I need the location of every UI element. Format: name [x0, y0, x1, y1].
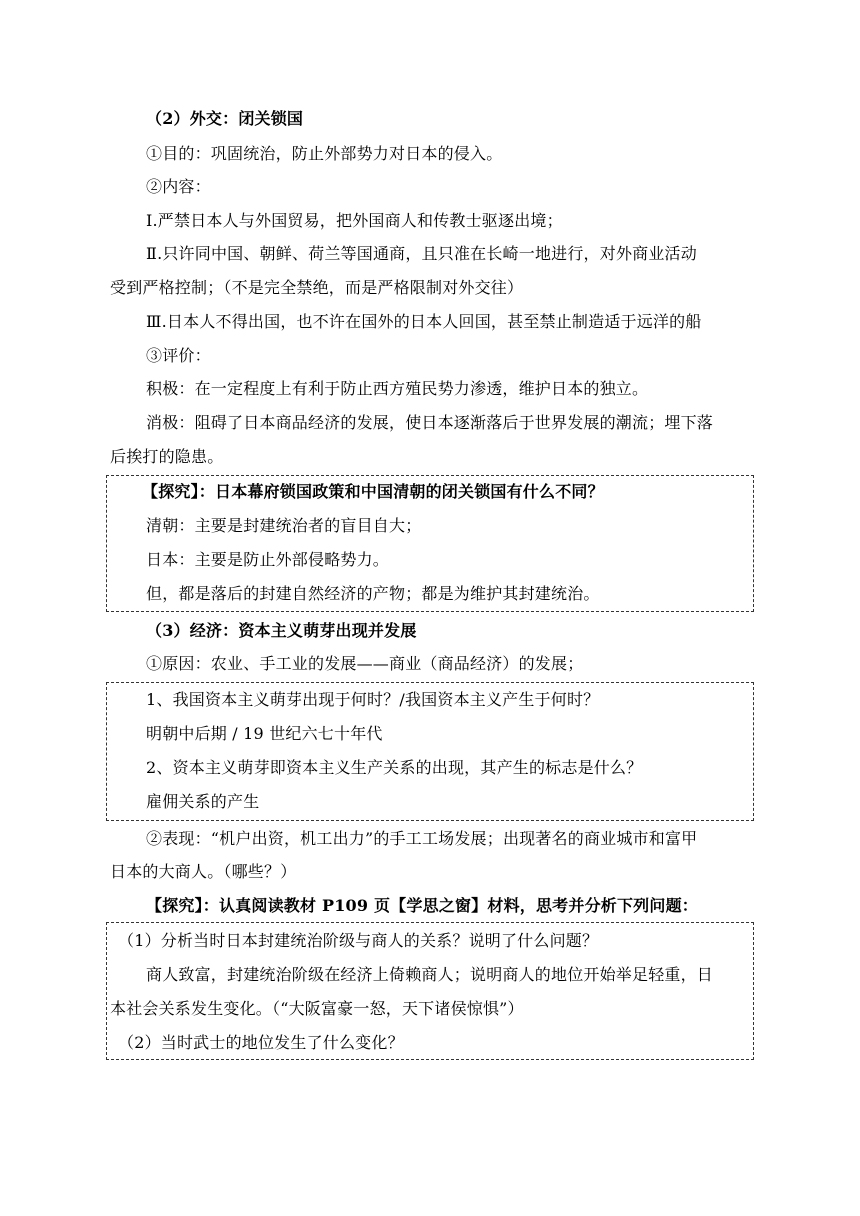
box-3-answer-1-line-2: 本社会关系发生变化。（“大阪富豪一怒，天下诸侯惊惧”） [110, 999, 524, 1018]
diplomacy-heading: （2）外交：闭关锁国 [146, 109, 304, 128]
content-item-2-line-1: Ⅱ.只许同中国、朝鲜、荷兰等国通商，且只准在长崎一地进行，对外商业活动 [146, 244, 697, 263]
content-heading: ②内容： [146, 177, 211, 196]
performance-line-1: ②表现：“机户出资，机工出力”的手工工场发展；出现著名的商业城市和富甲 [146, 829, 698, 848]
content-item-3: Ⅲ.日本人不得出国，也不许在国外的日本人回国，甚至禁止制造适于远洋的船 [146, 312, 702, 331]
economy-reason: ①原因：农业、手工业的发展——商业（商品经济）的发展； [146, 654, 584, 673]
box-3-question-2: （2）当时武士的地位发生了什么变化？ [118, 1033, 404, 1052]
inquiry-1-common: 但，都是落后的封建自然经济的产物；都是为维护其封建统治。 [146, 584, 600, 603]
evaluation-heading: ③评价： [146, 346, 211, 365]
performance-line-2: 日本的大商人。（哪些？） [110, 862, 297, 881]
box-3-question-1: （1）分析当时日本封建统治阶级与商人的关系？说明了什么问题？ [118, 931, 599, 950]
box-2-question-2: 2、资本主义萌芽即资本主义生产关系的出现，其产生的标志是什么？ [146, 758, 643, 777]
content-item-1: Ⅰ.严禁日本人与外国贸易，把外国商人和传教士驱逐出境； [146, 211, 563, 230]
evaluation-negative-line-2: 后挨打的隐患。 [110, 447, 224, 466]
box-2-answer-1: 明朝中后期 / 19 世纪六七十年代 [146, 724, 383, 743]
content-item-2-line-2: 受到严格控制；（不是完全禁绝，而是严格限制对外交往） [110, 278, 524, 297]
box-2-answer-2: 雇佣关系的产生 [146, 792, 260, 811]
box-2-question-1: 1、我国资本主义萌芽出现于何时？/我国资本主义产生于何时？ [146, 690, 600, 709]
inquiry-1-qing: 清朝：主要是封建统治者的盲目自大； [146, 516, 422, 535]
inquiry-1-title: 【探究】：日本幕府锁国政策和中国清朝的闭关锁国有什么不同？ [142, 482, 604, 501]
inquiry-1-japan: 日本：主要是防止外部侵略势力。 [146, 550, 390, 569]
evaluation-positive: 积极：在一定程度上有利于防止西方殖民势力渗透，维护日本的独立。 [146, 379, 649, 398]
purpose-text: ①目的：巩固统治，防止外部势力对日本的侵入。 [146, 144, 503, 163]
economy-heading: （3）经济：资本主义萌芽出现并发展 [146, 621, 417, 640]
box-3-answer-1-line-1: 商人致富，封建统治阶级在经济上倚赖商人；说明商人的地位开始举足轻重，日 [146, 965, 714, 984]
evaluation-negative-line-1: 消极：阻碍了日本商品经济的发展，使日本逐渐落后于世界发展的潮流；埋下落 [146, 413, 714, 432]
inquiry-2-title: 【探究】：认真阅读教材 P109 页【学思之窗】材料，思考并分析下列问题： [146, 896, 698, 915]
